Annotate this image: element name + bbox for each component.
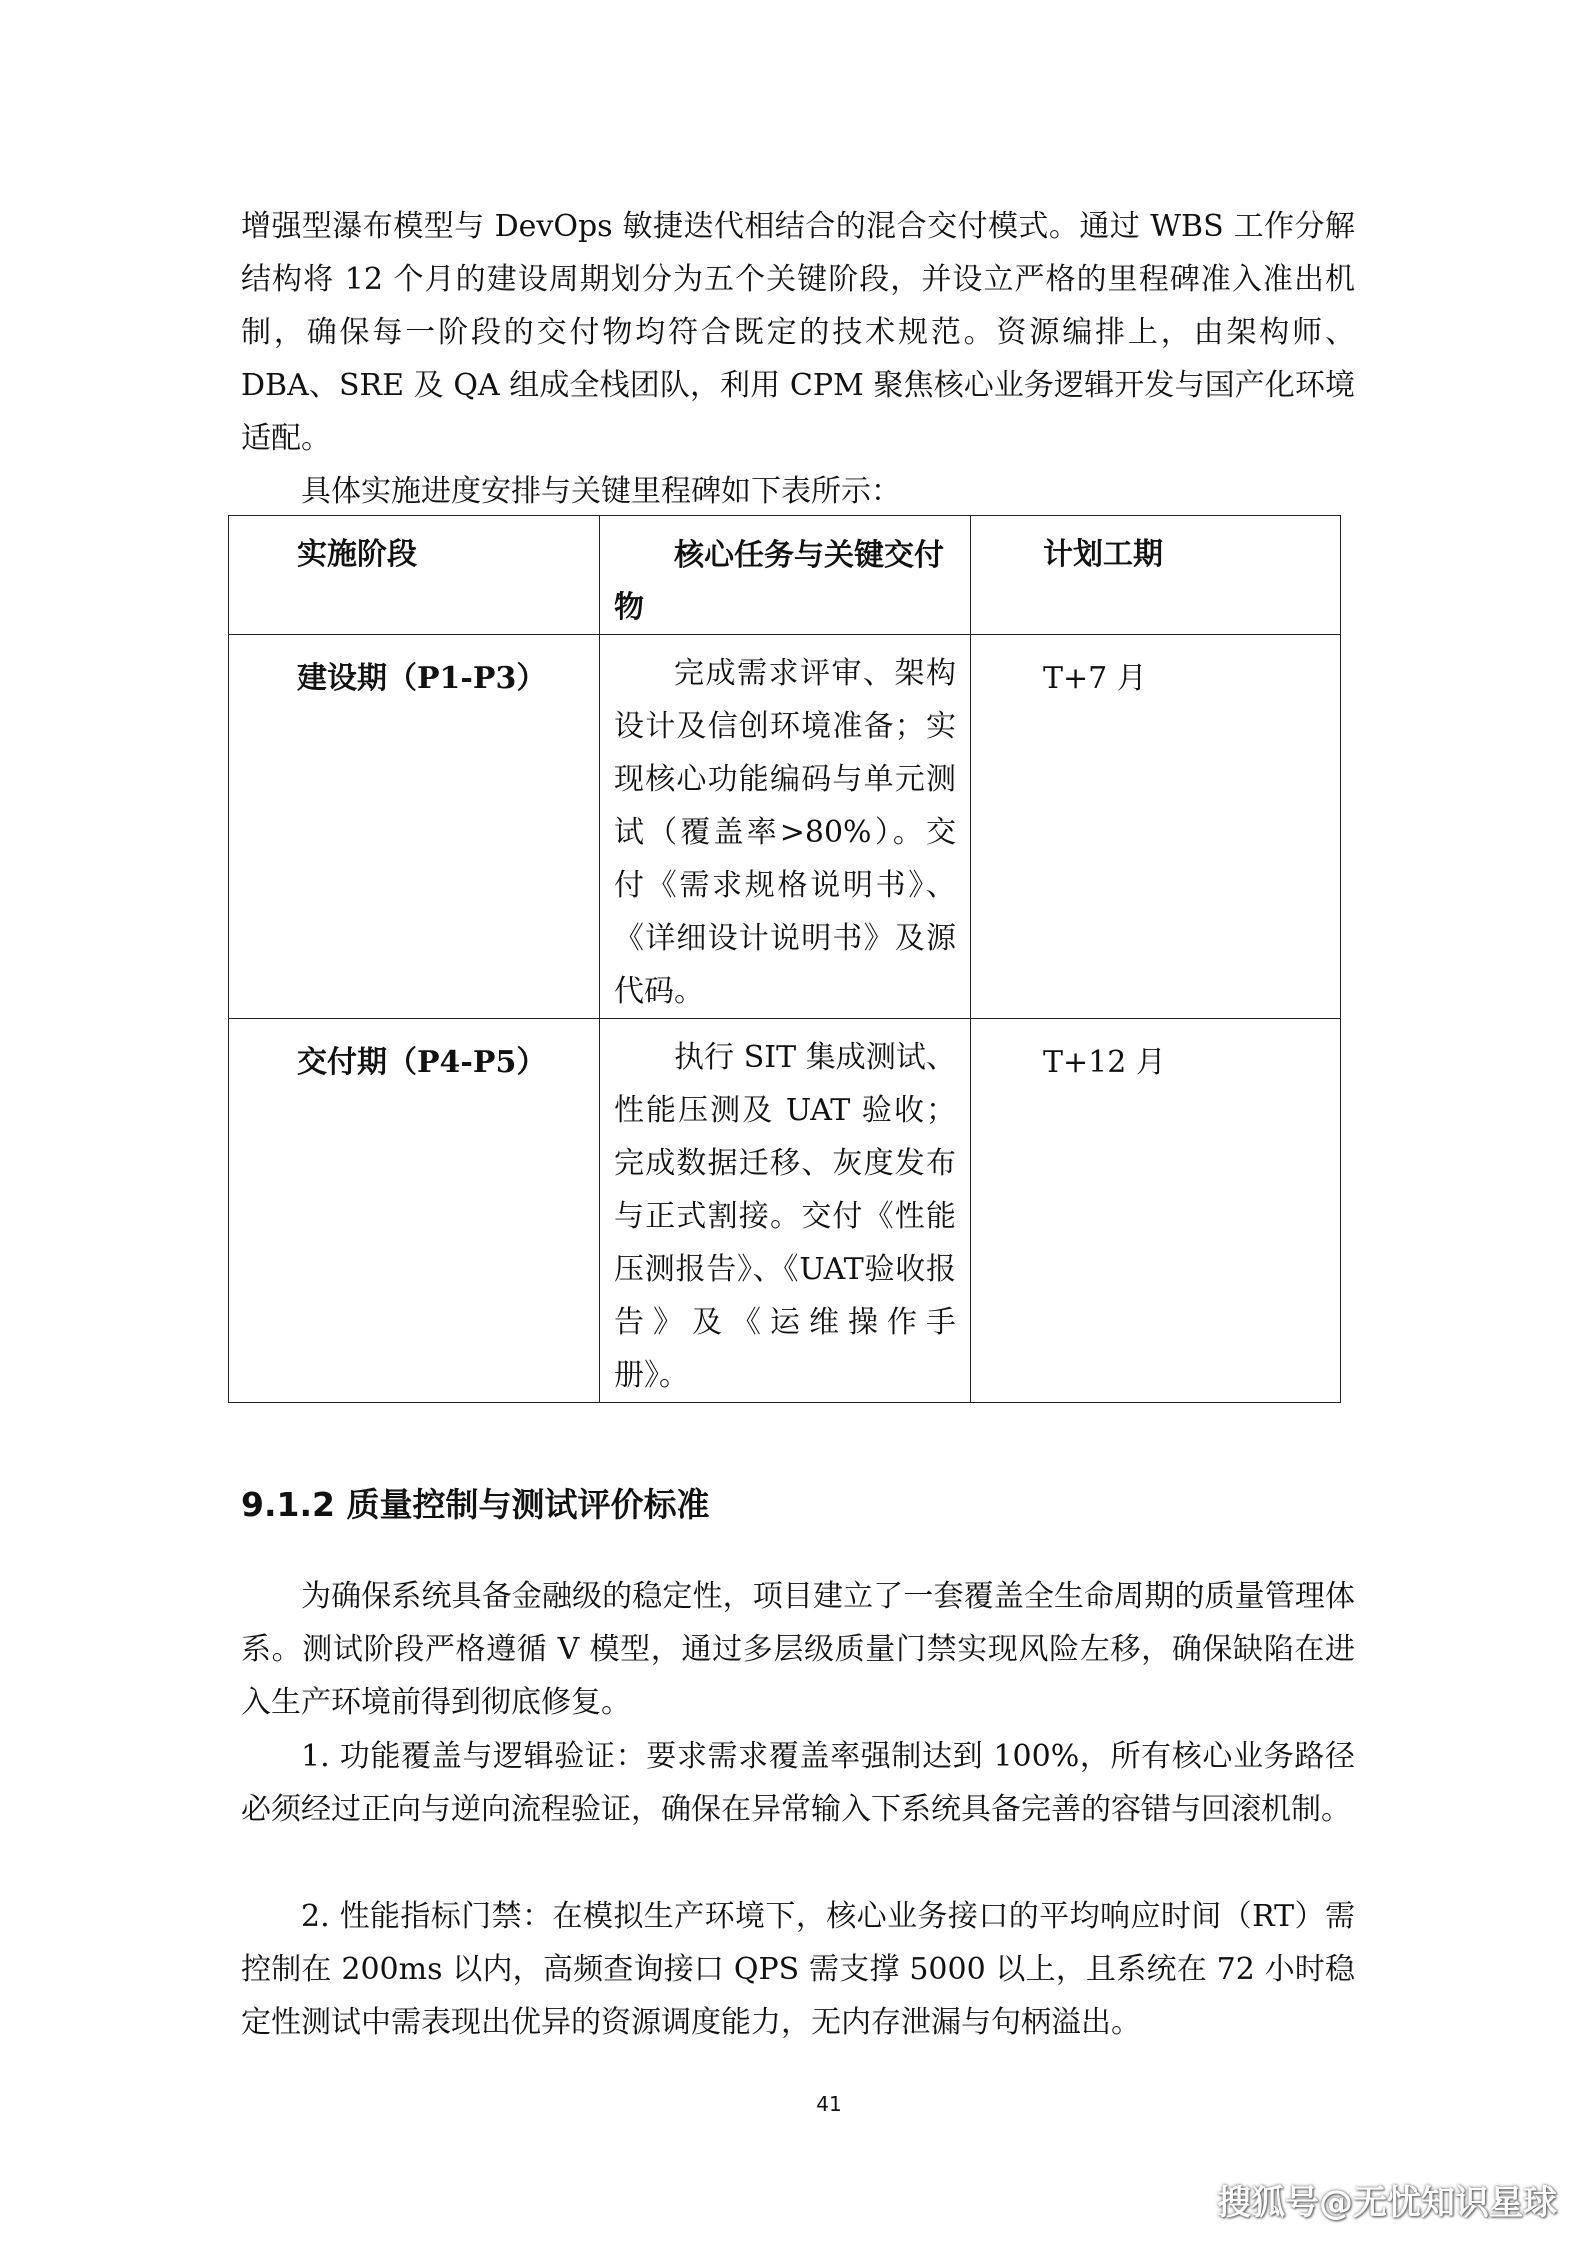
tasks-cell: 执行 SIT 集成测试、性能压测及 UAT 验收；完成数据迁移、灰度发布与正式割接。交付《性能压测报告》、《UAT验收报告》及《运维操作手册》。	[600, 1019, 971, 1403]
phase-cell: 交付期（P4-P5）	[229, 1019, 600, 1403]
phase-cell: 建设期（P1-P3）	[229, 635, 600, 1019]
section-heading: 9.1.2 质量控制与测试评价标准	[241, 1485, 710, 1524]
table-header-row	[229, 516, 1341, 635]
duration-cell: T+7 月	[971, 635, 1341, 1019]
schedule-table	[228, 515, 1341, 1403]
intro-paragraph: 增强型瀑布模型与 DevOps 敏捷迭代相结合的混合交付模式。通过 WBS 工作分解结构将 12 个月的建设周期划分为五个关键阶段，并设立严格的里程碑准入准出机制，确保每一阶段的交付物均符合既定的技术规范。资源编排上，由架构师、DBA、SRE 及 QA 组成全栈团队，利用 CPM 聚焦核心业务逻辑开发与国产化环境适配。	[241, 209, 1355, 456]
table-caption: 具体实施进度安排与关键里程碑如下表所示：	[301, 474, 901, 509]
section-list-item: 2. 性能指标门禁：在模拟生产环境下，核心业务接口的平均响应时间（RT）需控制在 200ms 以内，高频查询接口 QPS 需支撑 5000 以上，且系统在 72 小时稳定性测试中需表现出优异的资源调度能力，无内存泄漏与句柄溢出。	[241, 1899, 1355, 2040]
header-phase: 实施阶段	[229, 516, 600, 635]
tasks-cell: 完成需求评审、架构设计及信创环境准备；实现核心功能编码与单元测试（覆盖率>80%）。交付《需求规格说明书》、《详细设计说明书》及源代码。	[600, 635, 971, 1019]
section-list-item: 1. 功能覆盖与逻辑验证：要求需求覆盖率强制达到 100%，所有核心业务路径必须经过正向与逆向流程验证，确保在异常输入下系统具备完善的容错与回滚机制。	[241, 1739, 1355, 1827]
page-number: 41	[816, 2092, 842, 2116]
duration-cell: T+12 月	[971, 1019, 1341, 1403]
watermark: 搜狐号@无忧知识星球	[1217, 2183, 1557, 2223]
header-tasks: 核心任务与关键交付物	[600, 516, 971, 635]
table-row	[229, 1019, 1341, 1403]
section-paragraph: 为确保系统具备金融级的稳定性，项目建立了一套覆盖全生命周期的质量管理体系。测试阶段严格遵循 V 模型，通过多层级质量门禁实现风险左移，确保缺陷在进入生产环境前得到彻底修复。	[241, 1579, 1355, 1720]
table-row	[229, 635, 1341, 1019]
header-duration: 计划工期	[971, 516, 1341, 635]
